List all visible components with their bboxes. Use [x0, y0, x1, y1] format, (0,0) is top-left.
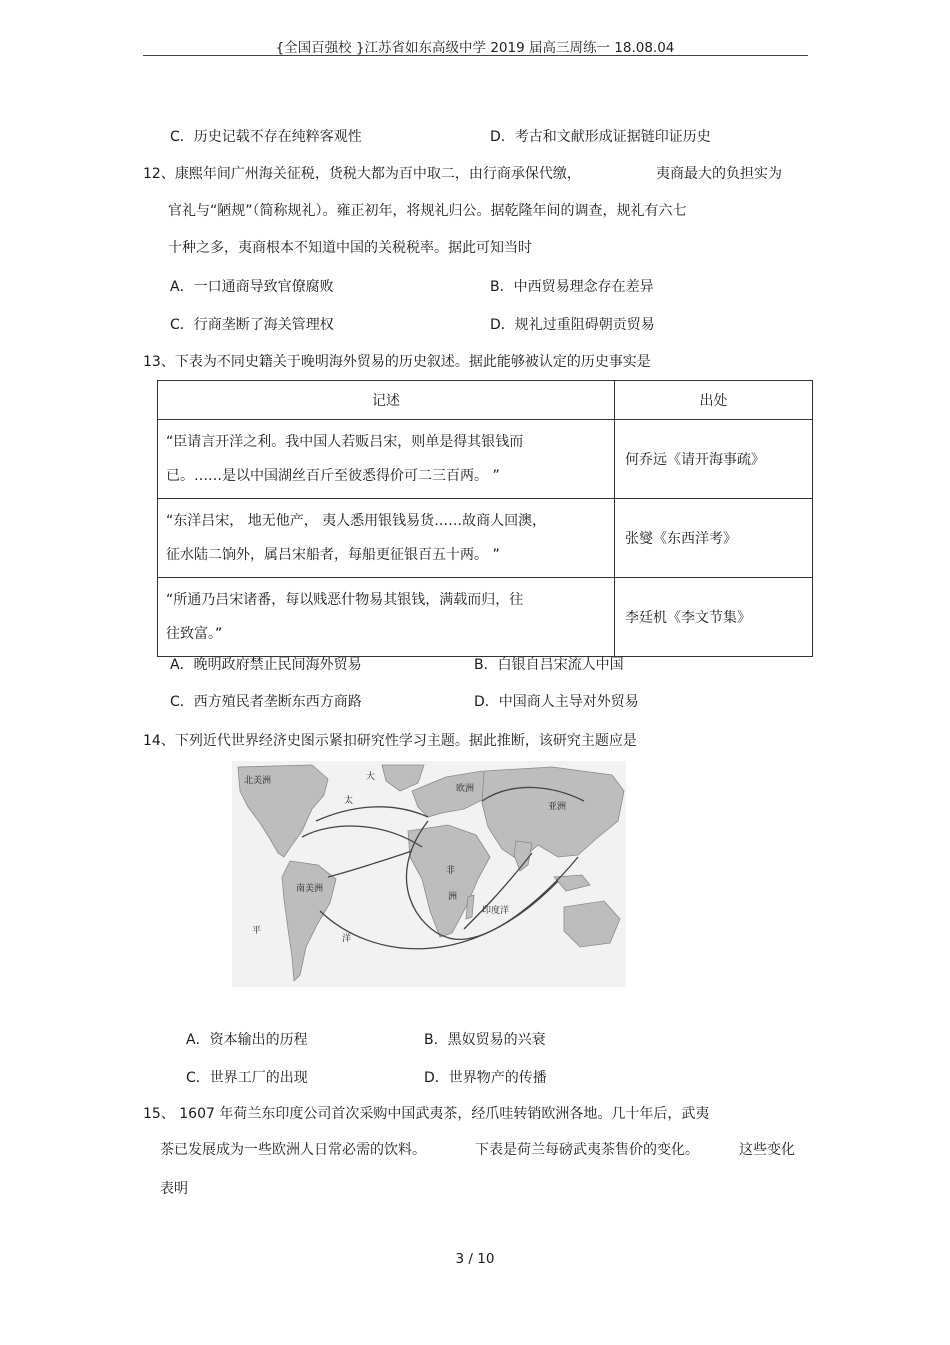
map-label-europe: 欧洲: [456, 784, 475, 794]
table-row: [158, 499, 813, 578]
q14-option-b: B．黑奴贸易的兴衰: [424, 1032, 546, 1048]
q12-stem-line1: 12、康熙年间广州海关征税，货税大都为百中取二，由行商承保代缴，: [143, 166, 581, 182]
q13-option-a: A．晚明政府禁止民间海外贸易: [170, 657, 362, 673]
q15-stem-line2-tail: 这些变化: [739, 1142, 795, 1158]
q14-option-d: D．世界物产的传播: [424, 1070, 547, 1086]
map-label-atlantic: 大: [366, 772, 376, 782]
map-label-africa-2: 洲: [448, 892, 458, 902]
table-header-source: 出处: [615, 381, 813, 420]
map-label-pacific-south-2: 洋: [342, 934, 352, 944]
record-line: “臣请言开洋之利。我中国人若贩吕宋，则单是得其银钱而: [166, 434, 524, 450]
q15-stem-line1: 15、 1607 年荷兰东印度公司首次采购中国武夷茶，经爪哇转销欧洲各地。几十年后，武夷: [143, 1106, 710, 1122]
q12-stem-line2: 官礼与“陋规”（简称规礼）。雍正初年，将规礼归公。据乾隆年间的调查，规礼有六七: [168, 203, 687, 219]
q13-stem: 13、下表为不同史籍关于晚明海外贸易的历史叙述。据此能够被认定的历史事实是: [143, 354, 651, 370]
header-divider: [143, 55, 808, 56]
q14-stem: 14、下列近代世界经济史图示紧扣研究性学习主题。据此推断，该研究主题应是: [143, 733, 637, 749]
table-header-row: [158, 381, 813, 420]
map-label-indian-ocean: 印度洋: [482, 906, 510, 916]
world-trade-map: [232, 761, 626, 987]
record-line: 已。……是以中国湖丝百斤至彼悉得价可二三百两。 ”: [166, 468, 500, 484]
map-label-asia: 亚洲: [548, 802, 567, 812]
source-cell: 李廷机《李文节集》: [615, 578, 813, 657]
page-header: {全国百强校 }江苏省如东高级中学 2019 届高三周练一 18.08.04: [275, 40, 675, 56]
table-row: [158, 420, 813, 499]
q14-option-c: C．世界工厂的出现: [186, 1070, 308, 1086]
q12-stem-line1-tail: 夷商最大的负担实为: [656, 166, 782, 182]
record-cell: [158, 420, 615, 499]
table-header-record: 记述: [158, 381, 615, 420]
q11-option-d: D．考古和文献形成证据链印证历史: [490, 129, 711, 145]
q13-option-c: C．西方殖民者垄断东西方商路: [170, 694, 362, 710]
map-label-pacific: 太: [344, 796, 354, 806]
map-label-africa: 非: [446, 866, 456, 876]
map-label-pacific-south: 平: [252, 926, 262, 936]
q15-stem-line2: 茶已发展成为一些欧洲人日常必需的饮料。: [160, 1142, 426, 1158]
q11-option-c: C．历史记载不存在纯粹客观性: [170, 129, 362, 145]
q15-stem-line2-mid: 下表是荷兰每磅武夷茶售价的变化。: [475, 1142, 699, 1158]
table-row: [158, 578, 813, 657]
record-line: 往致富。”: [166, 626, 223, 642]
map-label-south-america: 南美洲: [296, 884, 324, 894]
q12-option-d: D．规礼过重阻碍朝贡贸易: [490, 317, 655, 333]
record-line: “所通乃吕宋诸番，每以贱恶什物易其银钱，满载而归，往: [166, 592, 524, 608]
record-line: “东洋吕宋， 地无他产， 夷人悉用银钱易货……故商人回澳，: [166, 513, 547, 529]
q13-source-table: [157, 380, 813, 657]
record-line: 征水陆二饷外，属吕宋船者，每船更征银百五十两。 ”: [166, 547, 500, 563]
q12-option-a: A．一口通商导致官僚腐败: [170, 279, 334, 295]
map-label-north-america: 北美洲: [244, 776, 272, 786]
q14-option-a: A．资本输出的历程: [186, 1032, 308, 1048]
q13-option-b: B．白银自吕宋流人中国: [474, 657, 624, 673]
q12-stem-line3: 十种之多，夷商根本不知道中国的关税税率。据此可知当时: [168, 240, 532, 256]
record-cell: [158, 578, 615, 657]
q12-option-c: C．行商垄断了海关管理权: [170, 317, 334, 333]
q12-option-b: B．中西贸易理念存在差异: [490, 279, 654, 295]
source-cell: 张燮《东西洋考》: [615, 499, 813, 578]
q15-stem-line3: 表明: [160, 1181, 188, 1197]
source-cell: 何乔远《请开海事疏》: [615, 420, 813, 499]
record-cell: [158, 499, 615, 578]
page-number: 3 / 10: [455, 1251, 495, 1267]
q13-option-d: D．中国商人主导对外贸易: [474, 694, 639, 710]
